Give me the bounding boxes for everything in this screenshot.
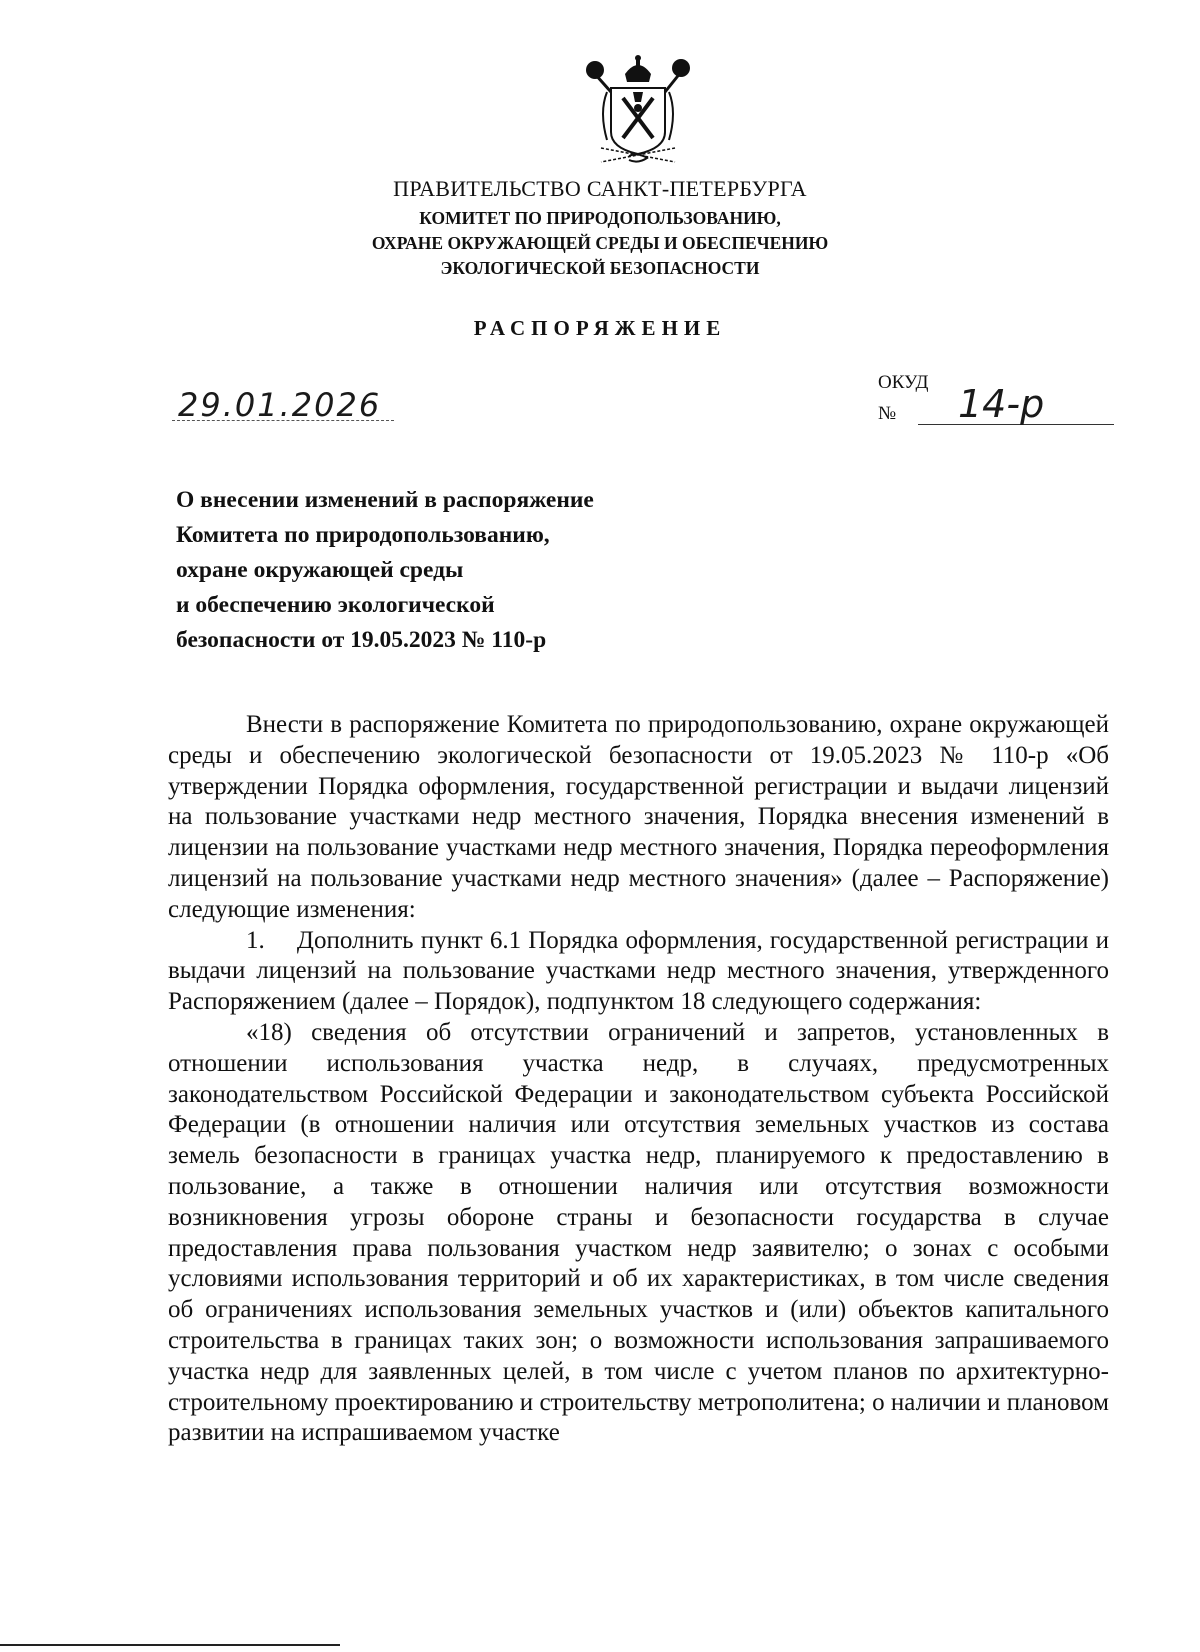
document-body (168, 710, 1109, 1449)
subject-line: безопасности от 19.05.2023 № 110-р (176, 627, 547, 653)
intro-paragraph: Внести в распоряжение Комитета по природопользованию, охране окружающей среды и обеспечению экологической безопасности от 19.05.2023 № 110-р «Об утверждении Порядка оформления, государственной регистрации и выдачи лицензий на пользование участками недр местного значения, Порядка внесения изменений в лицензии на пользование участками недр местного значения, Порядка переоформления лицензий на пользование участками недр местного значения» (далее – Распоряжение) следующие изменения: (168, 711, 1109, 923)
number-label: № (878, 403, 897, 424)
item-1-paragraph: 1. Дополнить пункт 6.1 Порядка оформления, государственной регистрации и выдачи лицензий на пользование участками недр местного значения, утвержденного Распоряжением (далее – Порядок), подпунктом 18 следующего содержания: (168, 926, 1109, 1016)
government-title: ПРАВИТЕЛЬСТВО САНКТ-ПЕТЕРБУРГА (393, 176, 807, 201)
subject-line: Комитета по природопользованию, (176, 522, 550, 548)
committee-title-line-1: КОМИТЕТ ПО ПРИРОДОПОЛЬЗОВАНИЮ, (419, 208, 781, 228)
document-subject (176, 483, 594, 658)
committee-title-line-3: ЭКОЛОГИЧЕСКОЙ БЕЗОПАСНОСТИ (440, 258, 760, 278)
item-1-text-paragraph: «18) сведения об отсутствии ограничений и запретов, установленных в отношении использования участка недр, в случаях, предусмотренных законодательством Российской Федерации и законодательством субъекта Российской Федерации (в отношении наличия или отсутствия земельных участков из состава земель безопасности в границах участка недр, планируемого к предоставлению в пользование, а также в отношении наличия или отсутствия возможности возникновения угрозы обороне страны и безопасности государства в случае предоставления права пользования участком недр заявителю; о зонах с особыми условиями использования территорий и об их характеристиках, в том числе сведения об ограничениях использования земельных участков и (или) объектов капитального строительства в границах таких зон; о возможности использования запрашиваемого участка недр для заявленных целей, в том числе с учетом планов по архитектурно-строительному проектированию и строительству метрополитена; о наличии и плановом развитии на испрашиваемом участке (168, 1018, 1109, 1447)
document-type: РАСПОРЯЖЕНИЕ (473, 316, 727, 340)
okud-label: ОКУД (878, 372, 929, 393)
date-underline (172, 420, 394, 421)
committee-title-line-2: ОХРАНЕ ОКРУЖАЮЩЕЙ СРЕДЫ И ОБЕСПЕЧЕНИЮ (371, 233, 829, 253)
subject-line: и обеспечению экологической (176, 592, 495, 618)
coat-of-arms-icon (581, 52, 695, 172)
subject-line: охране окружающей среды (176, 557, 464, 583)
document-date: 29.01.2026 (178, 386, 382, 424)
subject-line: О внесении изменений в распоряжение (176, 487, 594, 513)
document-number: 14-р (958, 382, 1045, 426)
page-bottom-rule (0, 1644, 340, 1646)
